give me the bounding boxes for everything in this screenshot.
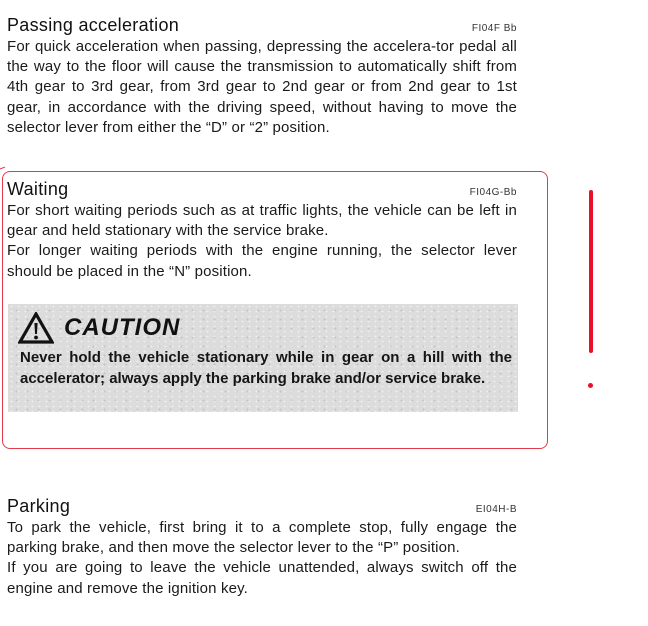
margin-annotation-dot bbox=[588, 383, 593, 388]
section-header bbox=[7, 496, 517, 518]
section-waiting bbox=[7, 179, 517, 282]
section-body bbox=[7, 201, 517, 282]
paragraph: For longer waiting periods with the engine running, the selector lever should be placed in the “N” position. bbox=[7, 242, 517, 280]
section-title: Parking bbox=[7, 496, 71, 516]
caution-header bbox=[18, 312, 180, 344]
section-code: FI04G-Bb bbox=[469, 187, 517, 198]
section-title: Passing acceleration bbox=[7, 15, 180, 35]
margin-annotation-bar bbox=[589, 190, 593, 353]
section-body bbox=[7, 37, 517, 138]
paragraph: To park the vehicle, first bring it to a complete stop, fully engage the parking brake, and then move the selector lever to the “P” position. bbox=[7, 519, 517, 557]
warning-triangle-icon bbox=[18, 312, 54, 344]
section-code: FI04F Bb bbox=[471, 23, 517, 34]
section-title: Waiting bbox=[7, 179, 69, 199]
section-body bbox=[7, 518, 517, 599]
caution-heading: CAUTION bbox=[64, 314, 181, 341]
section-passing-acceleration bbox=[7, 15, 517, 138]
paragraph: If you are going to leave the vehicle unattended, always switch off the engine and remove the ignition key. bbox=[7, 559, 517, 597]
section-parking bbox=[7, 496, 517, 599]
paragraph: For quick acceleration when passing, depressing the accelera-tor pedal all the way to the floor will cause the transmission to automatically shift from 4th gear to 3rd gear, from 3rd gear to 2nd gear or from 2nd gear to 1st gear, in accordance with the driving speed, without having to move the selector lever from either the “D” or “2” position. bbox=[7, 38, 517, 136]
caution-text: Never hold the vehicle stationary while in gear on a hill with the accelerator; always apply the parking brake and/or service brake. bbox=[20, 349, 512, 387]
caution-panel bbox=[8, 304, 518, 412]
paragraph: For short waiting periods such as at traffic lights, the vehicle can be left in gear and held stationary with the service brake. bbox=[7, 202, 517, 240]
section-header bbox=[7, 179, 517, 201]
section-code: EI04H-B bbox=[475, 504, 517, 515]
section-header bbox=[7, 15, 517, 37]
